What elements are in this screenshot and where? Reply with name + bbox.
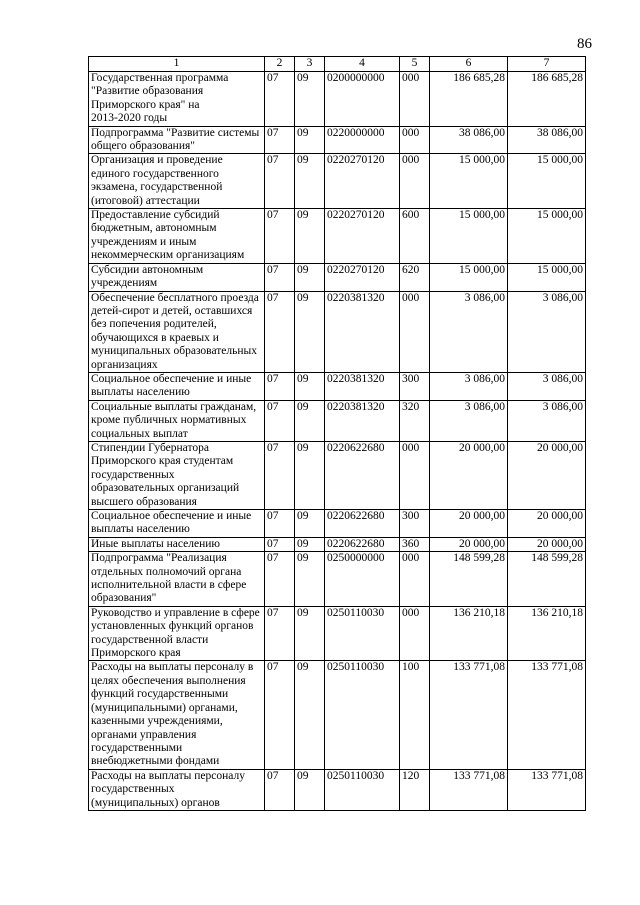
expense-type-cell: 600	[400, 209, 430, 264]
table-row	[89, 441, 586, 509]
row-name-cell: Субсидии автономным учреждениям	[89, 263, 265, 291]
expense-type-cell: 000	[400, 552, 430, 607]
amount-cell: 3 086,00	[508, 400, 586, 441]
expense-type-cell: 000	[400, 606, 430, 661]
section-code-cell: 07	[265, 661, 295, 769]
target-article-cell: 0250000000	[325, 552, 400, 607]
expense-type-cell: 000	[400, 126, 430, 154]
amount-cell: 15 000,00	[430, 263, 508, 291]
target-article-cell: 0220270120	[325, 263, 400, 291]
amount-cell: 3 086,00	[508, 372, 586, 400]
amount-cell: 15 000,00	[508, 154, 586, 209]
subsection-code-cell: 09	[295, 769, 325, 810]
subsection-code-cell: 09	[295, 606, 325, 661]
row-name-cell: Подпрограмма "Развитие системы общего образования"	[89, 126, 265, 154]
table-row	[89, 606, 586, 661]
amount-cell: 133 771,08	[430, 769, 508, 810]
section-code-cell: 07	[265, 400, 295, 441]
target-article-cell: 0220622680	[325, 537, 400, 551]
expense-type-cell: 300	[400, 510, 430, 538]
subsection-code-cell: 09	[295, 72, 325, 127]
row-name-cell: Иные выплаты населению	[89, 537, 265, 551]
subsection-code-cell: 09	[295, 510, 325, 538]
amount-cell: 20 000,00	[508, 537, 586, 551]
column-header: 4	[325, 57, 400, 72]
table-row	[89, 72, 586, 127]
table-row	[89, 263, 586, 291]
column-header: 5	[400, 57, 430, 72]
amount-cell: 186 685,28	[430, 72, 508, 127]
table-row	[89, 510, 586, 538]
amount-cell: 3 086,00	[430, 372, 508, 400]
expense-type-cell: 000	[400, 441, 430, 509]
amount-cell: 148 599,28	[430, 552, 508, 607]
target-article-cell: 0220270120	[325, 154, 400, 209]
row-name-cell: Социальное обеспечение и иные выплаты населению	[89, 372, 265, 400]
expense-type-cell: 360	[400, 537, 430, 551]
row-name-cell: Стипендии Губернатора Приморского края студентам государственных образовательных организаций высшего образования	[89, 441, 265, 509]
target-article-cell: 0220622680	[325, 510, 400, 538]
section-code-cell: 07	[265, 291, 295, 372]
amount-cell: 20 000,00	[430, 537, 508, 551]
row-name-cell: Социальные выплаты гражданам, кроме публичных нормативных социальных выплат	[89, 400, 265, 441]
amount-cell: 133 771,08	[508, 661, 586, 769]
budget-table	[88, 56, 586, 811]
target-article-cell: 0220381320	[325, 291, 400, 372]
expense-type-cell: 000	[400, 154, 430, 209]
table-row	[89, 537, 586, 551]
row-name-cell: Расходы на выплаты персоналу в целях обеспечения выполнения функций государственными (муниципальными) органами, казенными учреждениями, органами управления государственными внебюджетными фондами	[89, 661, 265, 769]
amount-cell: 38 086,00	[508, 126, 586, 154]
amount-cell: 15 000,00	[430, 209, 508, 264]
row-name-cell: Предоставление субсидий бюджетным, автономным учреждениям и иным некоммерческим организациям	[89, 209, 265, 264]
subsection-code-cell: 09	[295, 126, 325, 154]
table-row	[89, 291, 586, 372]
target-article-cell: 0220381320	[325, 400, 400, 441]
table-row	[89, 372, 586, 400]
amount-cell: 133 771,08	[508, 769, 586, 810]
row-name-cell: Расходы на выплаты персоналу государственных (муниципальных) органов	[89, 769, 265, 810]
column-header: 7	[508, 57, 586, 72]
expense-type-cell: 000	[400, 291, 430, 372]
table-row	[89, 154, 586, 209]
target-article-cell: 0220000000	[325, 126, 400, 154]
header-row	[89, 57, 586, 72]
column-header: 3	[295, 57, 325, 72]
table-row	[89, 552, 586, 607]
target-article-cell: 0250110030	[325, 606, 400, 661]
amount-cell: 133 771,08	[430, 661, 508, 769]
column-header: 6	[430, 57, 508, 72]
amount-cell: 38 086,00	[430, 126, 508, 154]
table-row	[89, 209, 586, 264]
expense-type-cell: 320	[400, 400, 430, 441]
amount-cell: 186 685,28	[508, 72, 586, 127]
subsection-code-cell: 09	[295, 209, 325, 264]
section-code-cell: 07	[265, 510, 295, 538]
subsection-code-cell: 09	[295, 263, 325, 291]
table-row	[89, 400, 586, 441]
table-row	[89, 769, 586, 810]
target-article-cell: 0250110030	[325, 769, 400, 810]
expense-type-cell: 300	[400, 372, 430, 400]
target-article-cell: 0220270120	[325, 209, 400, 264]
amount-cell: 3 086,00	[508, 291, 586, 372]
subsection-code-cell: 09	[295, 291, 325, 372]
subsection-code-cell: 09	[295, 400, 325, 441]
target-article-cell: 0220622680	[325, 441, 400, 509]
expense-type-cell: 620	[400, 263, 430, 291]
subsection-code-cell: 09	[295, 372, 325, 400]
amount-cell: 3 086,00	[430, 400, 508, 441]
amount-cell: 20 000,00	[508, 510, 586, 538]
row-name-cell: Организация и проведение единого государственного экзамена, государственной (итоговой) аттестации	[89, 154, 265, 209]
expense-type-cell: 000	[400, 72, 430, 127]
table-row	[89, 661, 586, 769]
row-name-cell: Руководство и управление в сфере установленных функций органов государственной власти Приморского края	[89, 606, 265, 661]
amount-cell: 136 210,18	[508, 606, 586, 661]
table-row	[89, 126, 586, 154]
subsection-code-cell: 09	[295, 441, 325, 509]
expense-type-cell: 120	[400, 769, 430, 810]
row-name-cell: Социальное обеспечение и иные выплаты населению	[89, 510, 265, 538]
expense-type-cell: 100	[400, 661, 430, 769]
subsection-code-cell: 09	[295, 552, 325, 607]
amount-cell: 20 000,00	[430, 441, 508, 509]
column-header: 1	[89, 57, 265, 72]
section-code-cell: 07	[265, 126, 295, 154]
row-name-cell: Обеспечение бесплатного проезда детей-сирот и детей, оставшихся без попечения родителей, обучающихся в краевых и муниципальных образовательных организациях	[89, 291, 265, 372]
section-code-cell: 07	[265, 263, 295, 291]
section-code-cell: 07	[265, 154, 295, 209]
subsection-code-cell: 09	[295, 661, 325, 769]
amount-cell: 15 000,00	[508, 263, 586, 291]
section-code-cell: 07	[265, 537, 295, 551]
amount-cell: 20 000,00	[508, 441, 586, 509]
target-article-cell: 0220381320	[325, 372, 400, 400]
subsection-code-cell: 09	[295, 537, 325, 551]
row-name-cell: Подпрограмма "Реализация отдельных полномочий органа исполнительной власти в сфере образования"	[89, 552, 265, 607]
amount-cell: 15 000,00	[430, 154, 508, 209]
amount-cell: 15 000,00	[508, 209, 586, 264]
section-code-cell: 07	[265, 209, 295, 264]
section-code-cell: 07	[265, 606, 295, 661]
section-code-cell: 07	[265, 72, 295, 127]
target-article-cell: 0200000000	[325, 72, 400, 127]
amount-cell: 136 210,18	[430, 606, 508, 661]
row-name-cell: Государственная программа "Развитие образования Приморского края" на 2013-2020 годы	[89, 72, 265, 127]
section-code-cell: 07	[265, 769, 295, 810]
section-code-cell: 07	[265, 552, 295, 607]
subsection-code-cell: 09	[295, 154, 325, 209]
column-header: 2	[265, 57, 295, 72]
section-code-cell: 07	[265, 441, 295, 509]
amount-cell: 3 086,00	[430, 291, 508, 372]
amount-cell: 148 599,28	[508, 552, 586, 607]
amount-cell: 20 000,00	[430, 510, 508, 538]
section-code-cell: 07	[265, 372, 295, 400]
page-number: 86	[577, 36, 592, 52]
target-article-cell: 0250110030	[325, 661, 400, 769]
